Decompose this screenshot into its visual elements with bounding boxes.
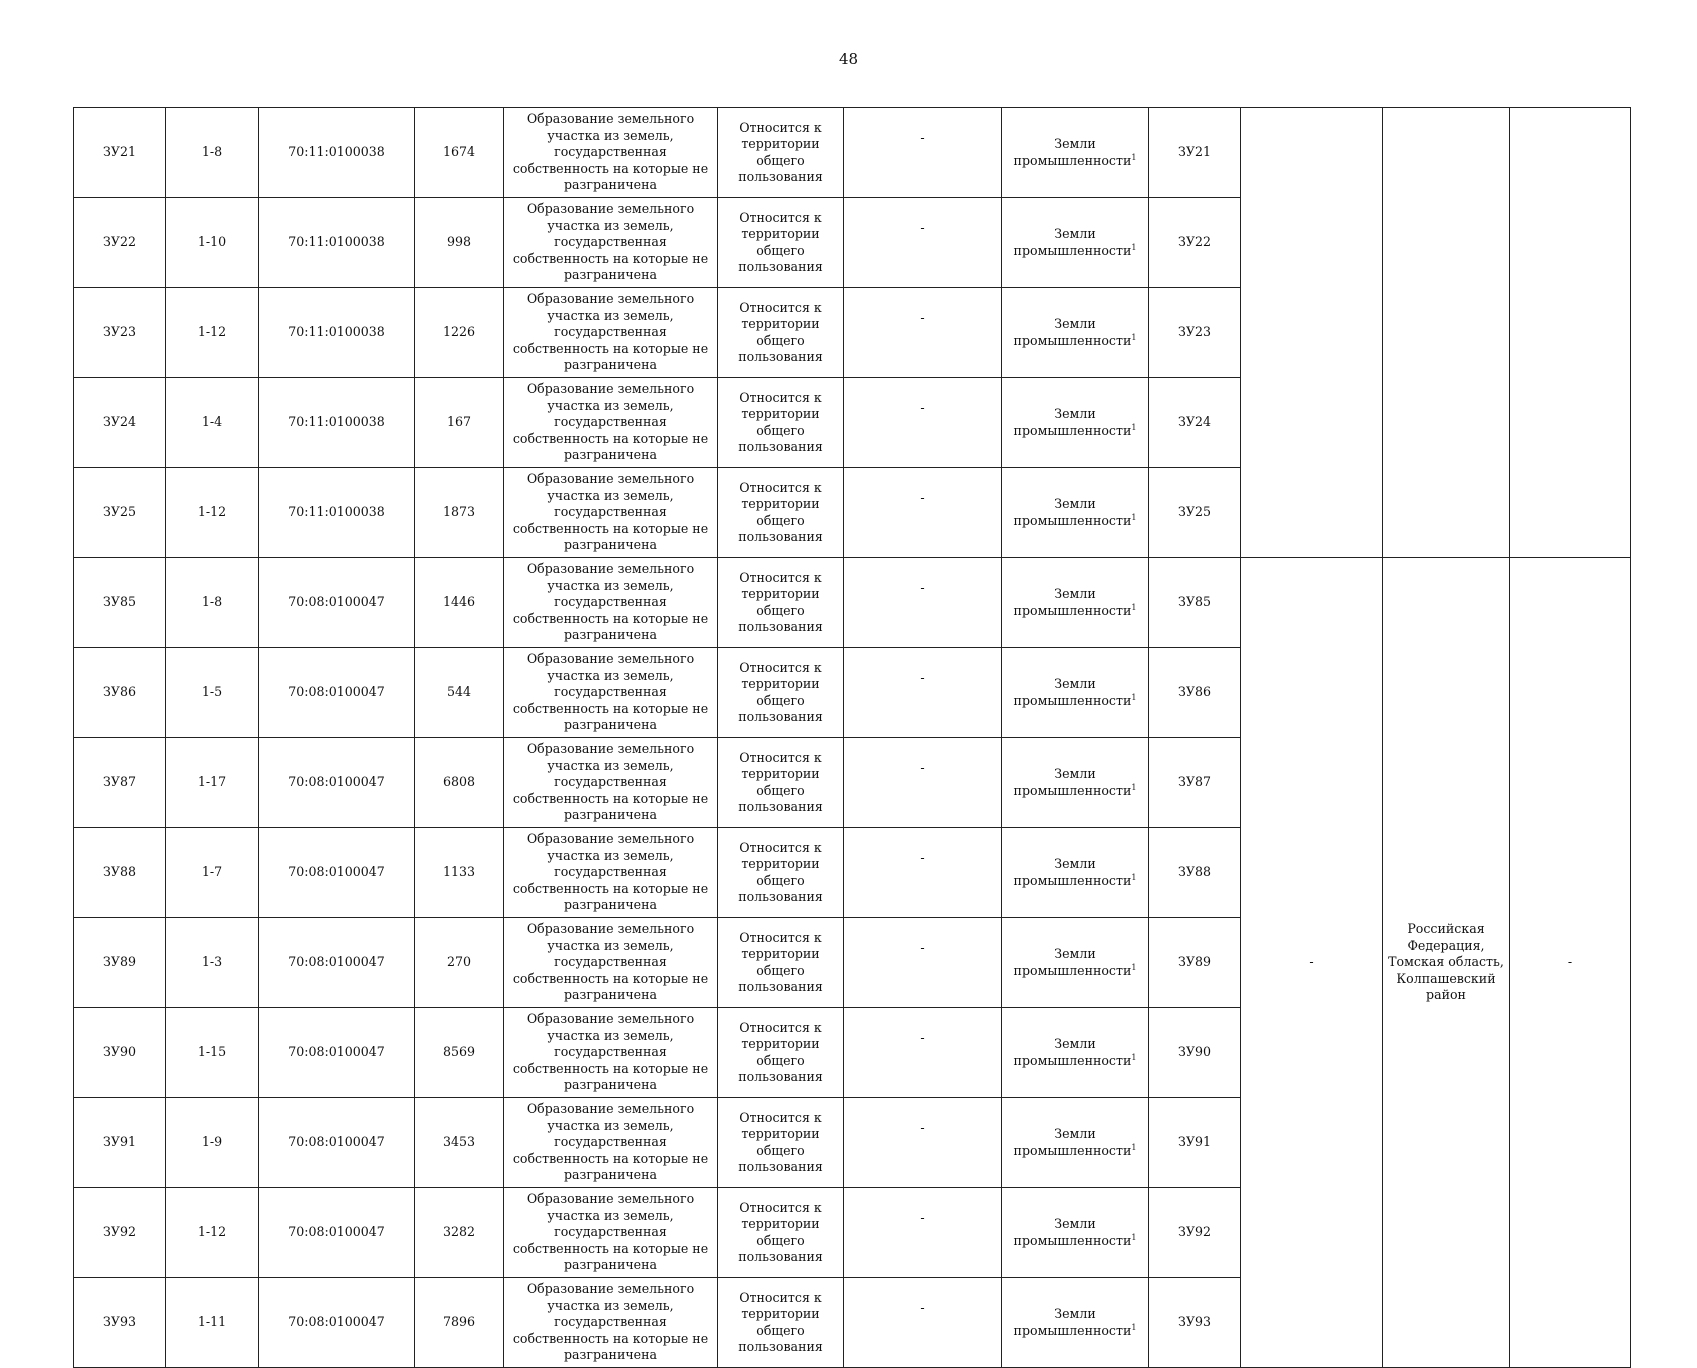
plot-id-cell: ЗУ87 — [74, 738, 166, 828]
territory-cell: Относится к территории общего пользования — [718, 1188, 844, 1278]
footnote-mark: 1 — [1131, 692, 1137, 702]
dash-cell: - — [844, 198, 1002, 288]
cadastral-quarter-cell: 70:11:0100038 — [259, 288, 415, 378]
land-category-text: Земли промышленности — [1013, 946, 1132, 978]
plot-ref-cell: ЗУ91 — [1149, 1098, 1241, 1188]
territory-cell: Относится к территории общего пользования — [718, 558, 844, 648]
area-cell: 3282 — [415, 1188, 504, 1278]
area-cell: 1674 — [415, 108, 504, 198]
footnote-mark: 1 — [1131, 1322, 1137, 1332]
territory-cell: Относится к территории общего пользования — [718, 918, 844, 1008]
land-category-text: Земли промышленности — [1013, 406, 1132, 438]
territory-cell: Относится к территории общего пользования — [718, 1278, 844, 1368]
formation-method-cell: Образование земельного участка из земель, государственная собственность на которые не разграничена — [504, 918, 718, 1008]
plot-ref-cell: ЗУ93 — [1149, 1278, 1241, 1368]
formation-method-cell: Образование земельного участка из земель, государственная собственность на которые не разграничена — [504, 468, 718, 558]
cadastral-quarter-cell: 70:08:0100047 — [259, 1278, 415, 1368]
area-cell: 6808 — [415, 738, 504, 828]
formation-method-cell: Образование земельного участка из земель, государственная собственность на которые не разграничена — [504, 1278, 718, 1368]
formation-method-cell: Образование земельного участка из земель, государственная собственность на которые не разграничена — [504, 558, 718, 648]
land-category-cell — [1002, 1098, 1149, 1188]
boundary-points-cell: 1-17 — [166, 738, 259, 828]
area-cell: 1446 — [415, 558, 504, 648]
plot-id-cell: ЗУ88 — [74, 828, 166, 918]
boundary-points-cell: 1-4 — [166, 378, 259, 468]
empty-cell-a — [1241, 108, 1383, 558]
land-category-text: Земли промышленности — [1013, 1216, 1132, 1248]
boundary-points-cell: 1-11 — [166, 1278, 259, 1368]
plot-id-cell: ЗУ22 — [74, 198, 166, 288]
plot-ref-cell: ЗУ89 — [1149, 918, 1241, 1008]
boundary-points-cell: 1-3 — [166, 918, 259, 1008]
land-category-cell — [1002, 1188, 1149, 1278]
cadastral-quarter-cell: 70:08:0100047 — [259, 648, 415, 738]
table-row — [74, 558, 1631, 648]
land-category-text: Земли промышленности — [1013, 1036, 1132, 1068]
area-cell: 1873 — [415, 468, 504, 558]
formation-method-cell: Образование земельного участка из земель, государственная собственность на которые не разграничена — [504, 828, 718, 918]
footnote-mark: 1 — [1131, 962, 1137, 972]
plot-id-cell: ЗУ89 — [74, 918, 166, 1008]
plot-id-cell: ЗУ93 — [74, 1278, 166, 1368]
dash-cell: - — [844, 558, 1002, 648]
plot-id-cell: ЗУ23 — [74, 288, 166, 378]
dash-cell: - — [844, 1098, 1002, 1188]
plot-ref-cell: ЗУ87 — [1149, 738, 1241, 828]
plot-ref-cell: ЗУ85 — [1149, 558, 1241, 648]
boundary-points-cell: 1-9 — [166, 1098, 259, 1188]
dash-cell: - — [844, 648, 1002, 738]
land-category-cell — [1002, 828, 1149, 918]
plot-id-cell: ЗУ91 — [74, 1098, 166, 1188]
formation-method-cell: Образование земельного участка из земель, государственная собственность на которые не разграничена — [504, 648, 718, 738]
territory-cell: Относится к территории общего пользования — [718, 378, 844, 468]
footnote-mark: 1 — [1131, 1142, 1137, 1152]
plot-id-cell: ЗУ90 — [74, 1008, 166, 1098]
land-category-text: Земли промышленности — [1013, 1306, 1132, 1338]
plot-ref-cell: ЗУ24 — [1149, 378, 1241, 468]
territory-cell: Относится к территории общего пользования — [718, 288, 844, 378]
footnote-mark: 1 — [1131, 602, 1137, 612]
page-number: 48 — [838, 50, 859, 68]
cadastral-quarter-cell: 70:08:0100047 — [259, 558, 415, 648]
territory-cell: Относится к территории общего пользования — [718, 108, 844, 198]
dash-cell: - — [844, 288, 1002, 378]
plot-ref-cell: ЗУ92 — [1149, 1188, 1241, 1278]
plot-ref-cell: ЗУ23 — [1149, 288, 1241, 378]
dash-cell: - — [844, 378, 1002, 468]
territory-cell: Относится к территории общего пользования — [718, 1008, 844, 1098]
formation-method-cell: Образование земельного участка из земель, государственная собственность на которые не разграничена — [504, 1188, 718, 1278]
formation-method-cell: Образование земельного участка из земель, государственная собственность на которые не разграничена — [504, 198, 718, 288]
area-cell: 7896 — [415, 1278, 504, 1368]
area-cell: 3453 — [415, 1098, 504, 1188]
land-category-text: Земли промышленности — [1013, 766, 1132, 798]
footnote-mark: 1 — [1131, 782, 1137, 792]
plot-id-cell: ЗУ24 — [74, 378, 166, 468]
plot-id-cell: ЗУ86 — [74, 648, 166, 738]
boundary-points-cell: 1-12 — [166, 1188, 259, 1278]
formation-method-cell: Образование земельного участка из земель, государственная собственность на которые не разграничена — [504, 378, 718, 468]
cadastral-quarter-cell: 70:08:0100047 — [259, 1098, 415, 1188]
plot-id-cell: ЗУ92 — [74, 1188, 166, 1278]
formation-method-cell: Образование земельного участка из земель, государственная собственность на которые не разграничена — [504, 108, 718, 198]
land-category-cell — [1002, 288, 1149, 378]
land-category-text: Земли промышленности — [1013, 676, 1132, 708]
land-category-cell — [1002, 1008, 1149, 1098]
land-category-text: Земли промышленности — [1013, 496, 1132, 528]
land-category-cell — [1002, 1278, 1149, 1368]
boundary-points-cell: 1-8 — [166, 108, 259, 198]
footnote-mark: 1 — [1131, 1232, 1137, 1242]
footnote-mark: 1 — [1131, 512, 1137, 522]
boundary-points-cell: 1-10 — [166, 198, 259, 288]
land-category-cell — [1002, 198, 1149, 288]
boundary-points-cell: 1-7 — [166, 828, 259, 918]
table-body — [74, 108, 1631, 1368]
land-category-text: Земли промышленности — [1013, 586, 1132, 618]
cadastral-quarter-cell: 70:11:0100038 — [259, 468, 415, 558]
land-category-cell — [1002, 378, 1149, 468]
plot-id-cell: ЗУ21 — [74, 108, 166, 198]
land-category-cell — [1002, 918, 1149, 1008]
territory-cell: Относится к территории общего пользования — [718, 468, 844, 558]
area-cell: 998 — [415, 198, 504, 288]
dash-cell: - — [844, 738, 1002, 828]
land-category-text: Земли промышленности — [1013, 856, 1132, 888]
boundary-points-cell: 1-15 — [166, 1008, 259, 1098]
dash-cell: - — [844, 828, 1002, 918]
cadastral-quarter-cell: 70:08:0100047 — [259, 828, 415, 918]
plot-ref-cell: ЗУ22 — [1149, 198, 1241, 288]
footnote-mark: 1 — [1131, 1052, 1137, 1062]
group-dash-cell: - — [1241, 558, 1383, 1368]
cadastral-quarter-cell: 70:08:0100047 — [259, 738, 415, 828]
land-category-text: Земли промышленности — [1013, 316, 1132, 348]
table-row — [74, 108, 1631, 198]
plot-ref-cell: ЗУ25 — [1149, 468, 1241, 558]
land-plots-table — [73, 107, 1631, 1368]
territory-cell: Относится к территории общего пользования — [718, 198, 844, 288]
cadastral-quarter-cell: 70:11:0100038 — [259, 198, 415, 288]
land-category-cell — [1002, 738, 1149, 828]
dash-cell: - — [844, 1188, 1002, 1278]
area-cell: 8569 — [415, 1008, 504, 1098]
footnote-mark: 1 — [1131, 152, 1137, 162]
plot-ref-cell: ЗУ88 — [1149, 828, 1241, 918]
footnote-mark: 1 — [1131, 872, 1137, 882]
group-dash-cell-2: - — [1510, 558, 1631, 1368]
dash-cell: - — [844, 108, 1002, 198]
footnote-mark: 1 — [1131, 422, 1137, 432]
footnote-mark: 1 — [1131, 242, 1137, 252]
plot-id-cell: ЗУ25 — [74, 468, 166, 558]
plot-ref-cell: ЗУ90 — [1149, 1008, 1241, 1098]
location-cell: Российская Федерация, Томская область, Колпашевский район — [1383, 558, 1510, 1368]
formation-method-cell: Образование земельного участка из земель, государственная собственность на которые не разграничена — [504, 1008, 718, 1098]
dash-cell: - — [844, 468, 1002, 558]
land-category-cell — [1002, 558, 1149, 648]
formation-method-cell: Образование земельного участка из земель, государственная собственность на которые не разграничена — [504, 1098, 718, 1188]
footnote-mark: 1 — [1131, 332, 1137, 342]
plot-id-cell: ЗУ85 — [74, 558, 166, 648]
land-category-text: Земли промышленности — [1013, 1126, 1132, 1158]
boundary-points-cell: 1-8 — [166, 558, 259, 648]
empty-cell-b — [1383, 108, 1510, 558]
plot-ref-cell: ЗУ86 — [1149, 648, 1241, 738]
area-cell: 1133 — [415, 828, 504, 918]
land-category-cell — [1002, 108, 1149, 198]
area-cell: 544 — [415, 648, 504, 738]
area-cell: 167 — [415, 378, 504, 468]
cadastral-quarter-cell: 70:11:0100038 — [259, 108, 415, 198]
land-category-text: Земли промышленности — [1013, 226, 1132, 258]
plot-ref-cell: ЗУ21 — [1149, 108, 1241, 198]
territory-cell: Относится к территории общего пользования — [718, 828, 844, 918]
cadastral-quarter-cell: 70:08:0100047 — [259, 1188, 415, 1278]
area-cell: 1226 — [415, 288, 504, 378]
empty-cell-c — [1510, 108, 1631, 558]
boundary-points-cell: 1-12 — [166, 288, 259, 378]
land-category-text: Земли промышленности — [1013, 136, 1132, 168]
formation-method-cell: Образование земельного участка из земель, государственная собственность на которые не разграничена — [504, 288, 718, 378]
area-cell: 270 — [415, 918, 504, 1008]
territory-cell: Относится к территории общего пользования — [718, 648, 844, 738]
boundary-points-cell: 1-12 — [166, 468, 259, 558]
land-category-cell — [1002, 468, 1149, 558]
formation-method-cell: Образование земельного участка из земель, государственная собственность на которые не разграничена — [504, 738, 718, 828]
dash-cell: - — [844, 1008, 1002, 1098]
territory-cell: Относится к территории общего пользования — [718, 738, 844, 828]
cadastral-quarter-cell: 70:11:0100038 — [259, 378, 415, 468]
boundary-points-cell: 1-5 — [166, 648, 259, 738]
cadastral-quarter-cell: 70:08:0100047 — [259, 918, 415, 1008]
dash-cell: - — [844, 918, 1002, 1008]
territory-cell: Относится к территории общего пользования — [718, 1098, 844, 1188]
cadastral-quarter-cell: 70:08:0100047 — [259, 1008, 415, 1098]
land-category-cell — [1002, 648, 1149, 738]
dash-cell: - — [844, 1278, 1002, 1368]
